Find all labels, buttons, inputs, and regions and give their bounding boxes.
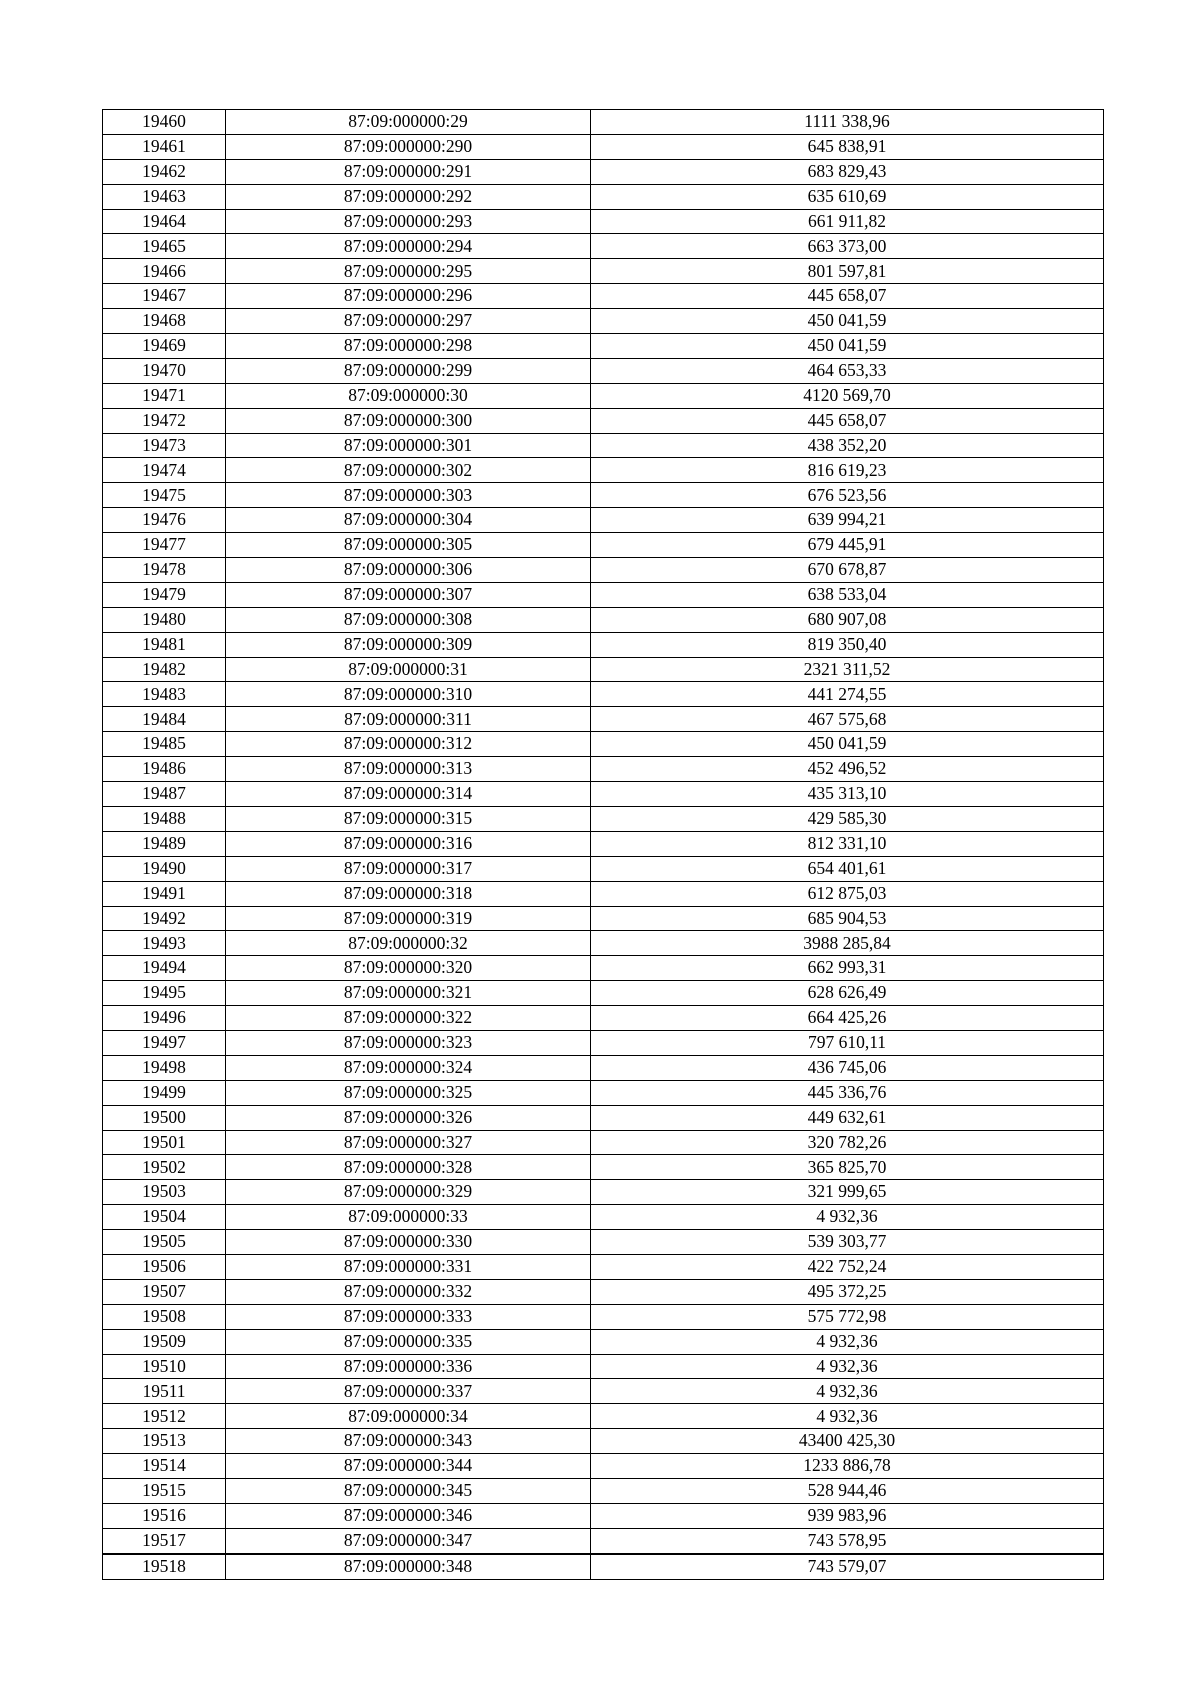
- cadastral-value-cell: 743 579,07: [591, 1554, 1104, 1579]
- cadastral-value-cell: 450 041,59: [591, 334, 1104, 359]
- row-number-cell: 19481: [103, 632, 226, 657]
- cadastral-number-cell: 87:09:000000:329: [226, 1180, 591, 1205]
- table-row: [103, 1329, 1104, 1354]
- table-row: [103, 856, 1104, 881]
- cadastral-number-cell: 87:09:000000:293: [226, 209, 591, 234]
- table-row: [103, 1055, 1104, 1080]
- cadastral-number-cell: 87:09:000000:320: [226, 956, 591, 981]
- cadastral-number-cell: 87:09:000000:318: [226, 881, 591, 906]
- row-number-cell: 19475: [103, 483, 226, 508]
- row-number-cell: 19483: [103, 682, 226, 707]
- row-number-cell: 19495: [103, 981, 226, 1006]
- row-number-cell: 19510: [103, 1354, 226, 1379]
- table-row: [103, 732, 1104, 757]
- cadastral-value-cell: 2321 311,52: [591, 657, 1104, 682]
- cadastral-number-cell: 87:09:000000:298: [226, 334, 591, 359]
- row-number-cell: 19491: [103, 881, 226, 906]
- cadastral-number-cell: 87:09:000000:347: [226, 1528, 591, 1553]
- cadastral-value-cell: 654 401,61: [591, 856, 1104, 881]
- cadastral-value-cell: 438 352,20: [591, 433, 1104, 458]
- table-row: [103, 1528, 1104, 1553]
- table-row: [103, 981, 1104, 1006]
- table-row: [103, 184, 1104, 209]
- table-row: [103, 458, 1104, 483]
- cadastral-value-cell: 450 041,59: [591, 732, 1104, 757]
- cadastral-value-cell: 645 838,91: [591, 134, 1104, 159]
- row-number-cell: 19479: [103, 582, 226, 607]
- cadastral-number-cell: 87:09:000000:313: [226, 757, 591, 782]
- cadastral-value-cell: 801 597,81: [591, 259, 1104, 284]
- cadastral-number-cell: 87:09:000000:302: [226, 458, 591, 483]
- cadastral-number-cell: 87:09:000000:34: [226, 1404, 591, 1429]
- cadastral-number-cell: 87:09:000000:306: [226, 558, 591, 583]
- row-number-cell: 19478: [103, 558, 226, 583]
- cadastral-number-cell: 87:09:000000:310: [226, 682, 591, 707]
- cadastral-number-cell: 87:09:000000:315: [226, 806, 591, 831]
- cadastral-value-cell: 575 772,98: [591, 1304, 1104, 1329]
- cadastral-value-cell: 4 932,36: [591, 1379, 1104, 1404]
- cadastral-number-cell: 87:09:000000:309: [226, 632, 591, 657]
- cadastral-number-cell: 87:09:000000:321: [226, 981, 591, 1006]
- cadastral-number-cell: 87:09:000000:325: [226, 1080, 591, 1105]
- cadastral-number-cell: 87:09:000000:316: [226, 831, 591, 856]
- row-number-cell: 19473: [103, 433, 226, 458]
- cadastral-number-cell: 87:09:000000:333: [226, 1304, 591, 1329]
- row-number-cell: 19480: [103, 607, 226, 632]
- table-row: [103, 1429, 1104, 1454]
- cadastral-value-cell: 4 932,36: [591, 1329, 1104, 1354]
- row-number-cell: 19492: [103, 906, 226, 931]
- table-row: [103, 657, 1104, 682]
- table-row: [103, 508, 1104, 533]
- cadastral-value-cell: 819 350,40: [591, 632, 1104, 657]
- row-number-cell: 19504: [103, 1205, 226, 1230]
- cadastral-number-cell: 87:09:000000:311: [226, 707, 591, 732]
- row-number-cell: 19511: [103, 1379, 226, 1404]
- cadastral-value-cell: 441 274,55: [591, 682, 1104, 707]
- row-number-cell: 19471: [103, 383, 226, 408]
- cadastral-number-cell: 87:09:000000:317: [226, 856, 591, 881]
- table-row: [103, 1503, 1104, 1528]
- table-row: [103, 383, 1104, 408]
- cadastral-value-cell: 662 993,31: [591, 956, 1104, 981]
- cadastral-number-cell: 87:09:000000:299: [226, 358, 591, 383]
- table-row: [103, 1155, 1104, 1180]
- row-number-cell: 19460: [103, 110, 226, 135]
- cadastral-value-cell: 429 585,30: [591, 806, 1104, 831]
- cadastral-number-cell: 87:09:000000:292: [226, 184, 591, 209]
- row-number-cell: 19463: [103, 184, 226, 209]
- cadastral-value-cell: 1111 338,96: [591, 110, 1104, 135]
- row-number-cell: 19467: [103, 284, 226, 309]
- cadastral-value-cell: 639 994,21: [591, 508, 1104, 533]
- cadastral-number-cell: 87:09:000000:29: [226, 110, 591, 135]
- cadastral-number-cell: 87:09:000000:308: [226, 607, 591, 632]
- row-number-cell: 19461: [103, 134, 226, 159]
- cadastral-number-cell: 87:09:000000:345: [226, 1478, 591, 1503]
- cadastral-value-cell: 4 932,36: [591, 1404, 1104, 1429]
- cadastral-value-cell: 939 983,96: [591, 1503, 1104, 1528]
- row-number-cell: 19509: [103, 1329, 226, 1354]
- cadastral-value-cell: 670 678,87: [591, 558, 1104, 583]
- cadastral-value-table: [102, 109, 1104, 1580]
- row-number-cell: 19507: [103, 1279, 226, 1304]
- table-row: [103, 309, 1104, 334]
- table-row: [103, 906, 1104, 931]
- row-number-cell: 19506: [103, 1254, 226, 1279]
- cadastral-value-cell: 4 932,36: [591, 1354, 1104, 1379]
- row-number-cell: 19499: [103, 1080, 226, 1105]
- row-number-cell: 19486: [103, 757, 226, 782]
- cadastral-number-cell: 87:09:000000:343: [226, 1429, 591, 1454]
- cadastral-number-cell: 87:09:000000:307: [226, 582, 591, 607]
- table-row: [103, 110, 1104, 135]
- row-number-cell: 19474: [103, 458, 226, 483]
- cadastral-number-cell: 87:09:000000:297: [226, 309, 591, 334]
- cadastral-number-cell: 87:09:000000:324: [226, 1055, 591, 1080]
- cadastral-number-cell: 87:09:000000:314: [226, 782, 591, 807]
- cadastral-number-cell: 87:09:000000:337: [226, 1379, 591, 1404]
- row-number-cell: 19501: [103, 1130, 226, 1155]
- cadastral-value-cell: 679 445,91: [591, 533, 1104, 558]
- cadastral-value-cell: 683 829,43: [591, 159, 1104, 184]
- row-number-cell: 19465: [103, 234, 226, 259]
- cadastral-number-cell: 87:09:000000:30: [226, 383, 591, 408]
- cadastral-value-cell: 680 907,08: [591, 607, 1104, 632]
- cadastral-number-cell: 87:09:000000:331: [226, 1254, 591, 1279]
- row-number-cell: 19515: [103, 1478, 226, 1503]
- table-row: [103, 358, 1104, 383]
- row-number-cell: 19514: [103, 1454, 226, 1479]
- cadastral-value-cell: 365 825,70: [591, 1155, 1104, 1180]
- table-row: [103, 259, 1104, 284]
- cadastral-number-cell: 87:09:000000:336: [226, 1354, 591, 1379]
- table-row: [103, 1404, 1104, 1429]
- table-row: [103, 682, 1104, 707]
- table-row: [103, 159, 1104, 184]
- cadastral-number-cell: 87:09:000000:33: [226, 1205, 591, 1230]
- cadastral-number-cell: 87:09:000000:332: [226, 1279, 591, 1304]
- row-number-cell: 19508: [103, 1304, 226, 1329]
- cadastral-number-cell: 87:09:000000:296: [226, 284, 591, 309]
- cadastral-value-cell: 816 619,23: [591, 458, 1104, 483]
- table-row: [103, 1006, 1104, 1031]
- row-number-cell: 19469: [103, 334, 226, 359]
- cadastral-number-cell: 87:09:000000:335: [226, 1329, 591, 1354]
- table-row: [103, 533, 1104, 558]
- cadastral-value-cell: 676 523,56: [591, 483, 1104, 508]
- row-number-cell: 19498: [103, 1055, 226, 1080]
- table-row: [103, 1254, 1104, 1279]
- table-row: [103, 408, 1104, 433]
- table-row: [103, 1304, 1104, 1329]
- cadastral-number-cell: 87:09:000000:344: [226, 1454, 591, 1479]
- cadastral-number-cell: 87:09:000000:303: [226, 483, 591, 508]
- row-number-cell: 19490: [103, 856, 226, 881]
- table-row: [103, 1379, 1104, 1404]
- cadastral-number-cell: 87:09:000000:348: [226, 1554, 591, 1579]
- cadastral-value-cell: 43400 425,30: [591, 1429, 1104, 1454]
- table-row: [103, 881, 1104, 906]
- table-row: [103, 1105, 1104, 1130]
- row-number-cell: 19462: [103, 159, 226, 184]
- row-number-cell: 19468: [103, 309, 226, 334]
- table-row: [103, 1554, 1104, 1579]
- row-number-cell: 19489: [103, 831, 226, 856]
- table-row: [103, 134, 1104, 159]
- cadastral-number-cell: 87:09:000000:330: [226, 1230, 591, 1255]
- table-row: [103, 1354, 1104, 1379]
- table-row: [103, 1454, 1104, 1479]
- cadastral-number-cell: 87:09:000000:291: [226, 159, 591, 184]
- row-number-cell: 19518: [103, 1554, 226, 1579]
- table-row: [103, 956, 1104, 981]
- cadastral-value-cell: 452 496,52: [591, 757, 1104, 782]
- table-body: [103, 110, 1104, 1580]
- cadastral-number-cell: 87:09:000000:312: [226, 732, 591, 757]
- table-row: [103, 558, 1104, 583]
- table-row: [103, 582, 1104, 607]
- cadastral-number-cell: 87:09:000000:327: [226, 1130, 591, 1155]
- cadastral-number-cell: 87:09:000000:304: [226, 508, 591, 533]
- cadastral-value-cell: 436 745,06: [591, 1055, 1104, 1080]
- row-number-cell: 19482: [103, 657, 226, 682]
- table-row: [103, 1230, 1104, 1255]
- table-row: [103, 632, 1104, 657]
- cadastral-value-cell: 812 331,10: [591, 831, 1104, 856]
- cadastral-value-cell: 467 575,68: [591, 707, 1104, 732]
- table-row: [103, 1279, 1104, 1304]
- cadastral-value-cell: 4 932,36: [591, 1205, 1104, 1230]
- cadastral-value-cell: 435 313,10: [591, 782, 1104, 807]
- cadastral-value-cell: 664 425,26: [591, 1006, 1104, 1031]
- cadastral-value-cell: 445 658,07: [591, 408, 1104, 433]
- cadastral-number-cell: 87:09:000000:31: [226, 657, 591, 682]
- cadastral-value-cell: 320 782,26: [591, 1130, 1104, 1155]
- row-number-cell: 19493: [103, 931, 226, 956]
- cadastral-number-cell: 87:09:000000:294: [226, 234, 591, 259]
- cadastral-value-cell: 3988 285,84: [591, 931, 1104, 956]
- row-number-cell: 19487: [103, 782, 226, 807]
- cadastral-value-cell: 663 373,00: [591, 234, 1104, 259]
- cadastral-value-cell: 450 041,59: [591, 309, 1104, 334]
- cadastral-value-cell: 635 610,69: [591, 184, 1104, 209]
- cadastral-value-cell: 661 911,82: [591, 209, 1104, 234]
- table-row: [103, 806, 1104, 831]
- cadastral-value-cell: 539 303,77: [591, 1230, 1104, 1255]
- cadastral-value-cell: 445 658,07: [591, 284, 1104, 309]
- row-number-cell: 19516: [103, 1503, 226, 1528]
- table-row: [103, 433, 1104, 458]
- cadastral-value-cell: 449 632,61: [591, 1105, 1104, 1130]
- cadastral-value-cell: 743 578,95: [591, 1528, 1104, 1553]
- cadastral-number-cell: 87:09:000000:346: [226, 1503, 591, 1528]
- cadastral-number-cell: 87:09:000000:323: [226, 1030, 591, 1055]
- table-row: [103, 234, 1104, 259]
- row-number-cell: 19517: [103, 1528, 226, 1553]
- cadastral-number-cell: 87:09:000000:290: [226, 134, 591, 159]
- cadastral-number-cell: 87:09:000000:322: [226, 1006, 591, 1031]
- cadastral-value-cell: 528 944,46: [591, 1478, 1104, 1503]
- cadastral-value-cell: 422 752,24: [591, 1254, 1104, 1279]
- row-number-cell: 19476: [103, 508, 226, 533]
- cadastral-value-cell: 638 533,04: [591, 582, 1104, 607]
- cadastral-number-cell: 87:09:000000:328: [226, 1155, 591, 1180]
- cadastral-value-cell: 1233 886,78: [591, 1454, 1104, 1479]
- table-row: [103, 1130, 1104, 1155]
- table-row: [103, 1180, 1104, 1205]
- row-number-cell: 19500: [103, 1105, 226, 1130]
- cadastral-number-cell: 87:09:000000:301: [226, 433, 591, 458]
- cadastral-value-cell: 797 610,11: [591, 1030, 1104, 1055]
- table-row: [103, 831, 1104, 856]
- table-row: [103, 1205, 1104, 1230]
- table-row: [103, 931, 1104, 956]
- cadastral-value-cell: 612 875,03: [591, 881, 1104, 906]
- table-row: [103, 209, 1104, 234]
- table-row: [103, 1030, 1104, 1055]
- cadastral-number-cell: 87:09:000000:295: [226, 259, 591, 284]
- cadastral-value-cell: 495 372,25: [591, 1279, 1104, 1304]
- cadastral-number-cell: 87:09:000000:300: [226, 408, 591, 433]
- row-number-cell: 19505: [103, 1230, 226, 1255]
- table-row: [103, 1478, 1104, 1503]
- row-number-cell: 19472: [103, 408, 226, 433]
- row-number-cell: 19512: [103, 1404, 226, 1429]
- row-number-cell: 19494: [103, 956, 226, 981]
- cadastral-value-cell: 321 999,65: [591, 1180, 1104, 1205]
- cadastral-number-cell: 87:09:000000:319: [226, 906, 591, 931]
- cadastral-number-cell: 87:09:000000:305: [226, 533, 591, 558]
- table-row: [103, 757, 1104, 782]
- table-row: [103, 334, 1104, 359]
- row-number-cell: 19513: [103, 1429, 226, 1454]
- row-number-cell: 19477: [103, 533, 226, 558]
- cadastral-value-cell: 685 904,53: [591, 906, 1104, 931]
- row-number-cell: 19488: [103, 806, 226, 831]
- row-number-cell: 19496: [103, 1006, 226, 1031]
- cadastral-number-cell: 87:09:000000:32: [226, 931, 591, 956]
- table-row: [103, 284, 1104, 309]
- row-number-cell: 19470: [103, 358, 226, 383]
- cadastral-value-cell: 628 626,49: [591, 981, 1104, 1006]
- row-number-cell: 19503: [103, 1180, 226, 1205]
- table-row: [103, 707, 1104, 732]
- row-number-cell: 19484: [103, 707, 226, 732]
- row-number-cell: 19464: [103, 209, 226, 234]
- table-row: [103, 782, 1104, 807]
- cadastral-value-cell: 4120 569,70: [591, 383, 1104, 408]
- row-number-cell: 19485: [103, 732, 226, 757]
- row-number-cell: 19497: [103, 1030, 226, 1055]
- table-row: [103, 483, 1104, 508]
- table-row: [103, 607, 1104, 632]
- cadastral-number-cell: 87:09:000000:326: [226, 1105, 591, 1130]
- cadastral-value-cell: 464 653,33: [591, 358, 1104, 383]
- table-row: [103, 1080, 1104, 1105]
- cadastral-value-cell: 445 336,76: [591, 1080, 1104, 1105]
- row-number-cell: 19466: [103, 259, 226, 284]
- row-number-cell: 19502: [103, 1155, 226, 1180]
